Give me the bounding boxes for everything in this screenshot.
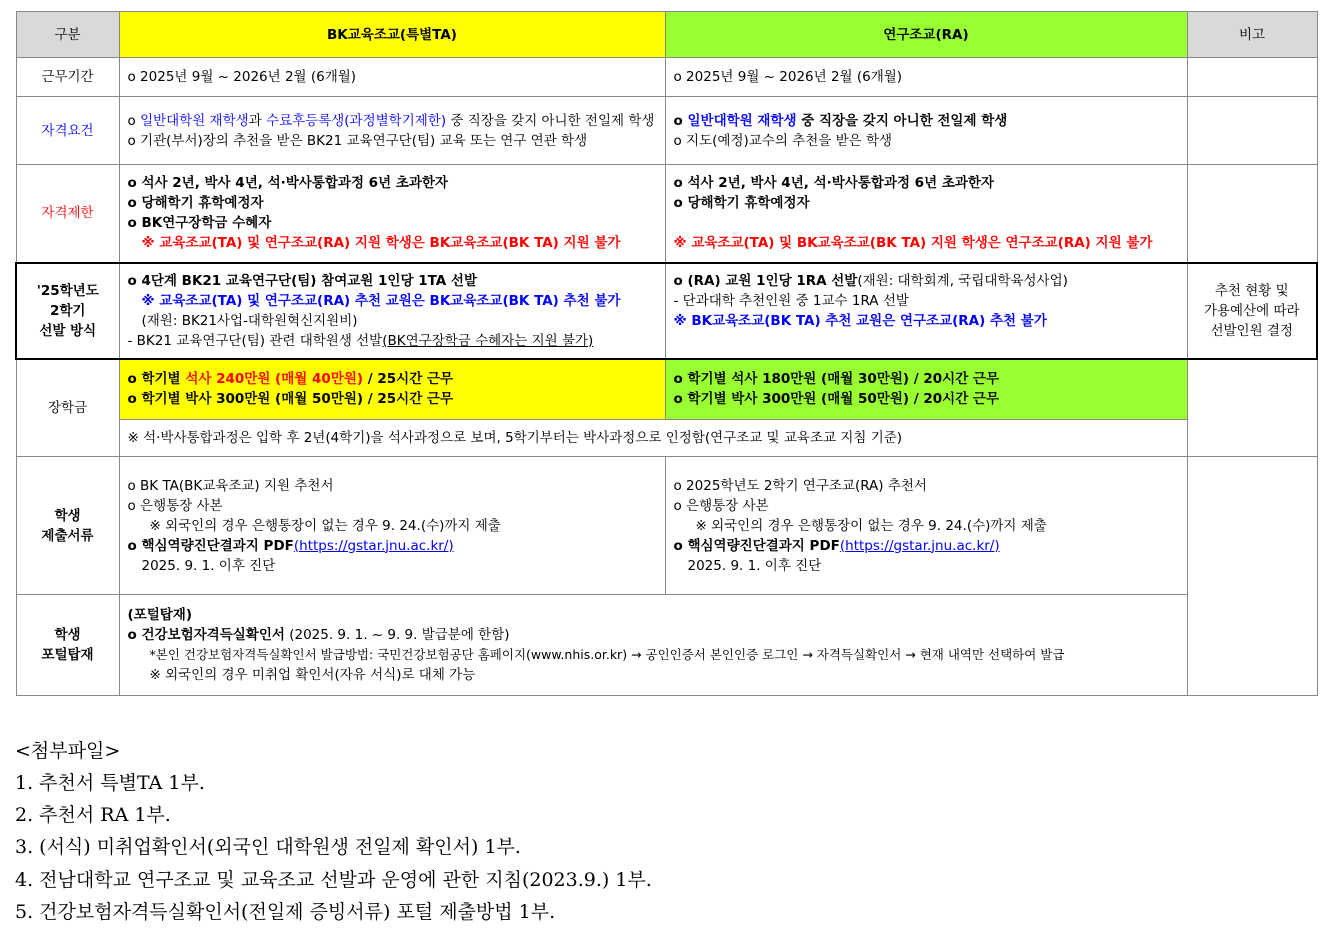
- ra-documents-line5: 2025. 9. 1. 이후 진단: [687, 557, 822, 574]
- note-empty: [1187, 457, 1317, 696]
- scholarship-common-note: ※ 석·박사통합과정은 입학 후 2년(4학기)을 석사과정으로 보며, 5학기부터는 박사과정으로 인정함(연구조교 및 교육조교 지침 기준): [119, 420, 1187, 457]
- note-empty: [1187, 58, 1317, 97]
- ra-qualification: [665, 97, 1187, 165]
- gstar-link[interactable]: (https://gstar.jnu.ac.kr/): [293, 537, 454, 554]
- qualification-label: 자격요건: [16, 97, 119, 165]
- bk-documents-line2: o 은행통장 사본: [127, 497, 223, 514]
- bk-selection-line2: ※ 교육조교(TA) 및 연구조교(RA) 추천 교원은 BK교육조교(BK TA) 추천 불가: [141, 292, 621, 309]
- portal-line1: (포털탑재): [127, 607, 193, 623]
- note-empty: [1187, 165, 1317, 263]
- attachment-item: 3. (서식) 미취업확인서(외국인 대학원생 전일제 확인서) 1부.: [15, 836, 521, 858]
- gstar-link[interactable]: (https://gstar.jnu.ac.kr/): [839, 537, 1000, 554]
- note-header: 비고: [1187, 12, 1317, 58]
- ra-documents-line4: o 핵심역량진단결과지 PDF(https://gstar.jnu.ac.kr/): [673, 537, 1000, 554]
- bk-restriction-line4: ※ 교육조교(TA) 및 연구조교(RA) 지원 학생은 BK교육조교(BK TA) 지원 불가: [141, 235, 621, 252]
- bk-work-period: o 2025년 9월 ~ 2026년 2월 (6개월): [119, 58, 665, 97]
- bk-selection-line1: o 4단계 BK21 교육연구단(팀) 참여교원 1인당 1TA 선발: [127, 272, 477, 289]
- ra-work-period: o 2025년 9월 ~ 2026년 2월 (6개월): [665, 58, 1187, 97]
- bk-documents-line5: 2025. 9. 1. 이후 진단: [141, 557, 276, 574]
- bk-documents-line3: ※ 외국인의 경우 은행통장이 없는 경우 9. 24.(수)까지 제출: [149, 517, 501, 534]
- bk-restriction-line1: o 석사 2년, 박사 4년, 석·박사통합과정 6년 초과한자: [127, 175, 448, 192]
- bk-restriction: [119, 165, 665, 263]
- attachment-item: 2. 추천서 RA 1부.: [15, 804, 171, 826]
- bk-selection-line3: (재원: BK21사업-대학원혁신지원비): [141, 312, 358, 329]
- portal-content: [119, 595, 1187, 696]
- ra-documents-line1: o 2025학년도 2학기 연구조교(RA) 추천서: [673, 477, 927, 494]
- ra-selection-line1: o (RA) 교원 1인당 1RA 선발(재원: 대학회계, 국립대학육성사업): [673, 272, 1068, 289]
- bk-restriction-line2: o 당해학기 휴학예정자: [127, 195, 264, 212]
- ra-restriction-line2: o 당해학기 휴학예정자: [673, 195, 810, 212]
- scholarship-label: 장학금: [16, 359, 119, 457]
- ra-selection-line3: ※ BK교육조교(BK TA) 추천 교원은 연구조교(RA) 추천 불가: [673, 312, 1047, 329]
- bk-scholarship-line2: o 학기별 박사 300만원 (매월 50만원) / 25시간 근무: [127, 391, 454, 408]
- restriction-label: 자격제한: [16, 165, 119, 263]
- bk-qualification-line1: o 일반대학원 재학생과 수료후등록생(과정별학기제한) 중 직장을 갖지 아니한 전일제 학생: [127, 112, 655, 129]
- ra-selection-line2: - 단과대학 추천인원 중 1교수 1RA 선발: [673, 292, 909, 309]
- ra-restriction: [665, 165, 1187, 263]
- portal-line2: o 건강보험자격득실확인서 (2025. 9. 1. ~ 9. 9. 발급분에 한함): [127, 627, 510, 643]
- category-header: 구분: [16, 12, 119, 58]
- ra-header: 연구조교(RA): [665, 12, 1187, 58]
- attachment-item: 5. 건강보험자격득실확인서(전일제 증빙서류) 포털 제출방법 1부.: [15, 901, 556, 923]
- bk-selection-line4: - BK21 교육연구단(팀) 관련 대학원생 선발(BK연구장학금 수혜자는 지원 불가): [127, 332, 594, 349]
- ra-qualification-line1: o 일반대학원 재학생 중 직장을 갖지 아니한 전일제 학생: [673, 112, 1008, 129]
- bk-qualification: [119, 97, 665, 165]
- ra-documents-line3: ※ 외국인의 경우 은행통장이 없는 경우 9. 24.(수)까지 제출: [695, 517, 1047, 534]
- selection-note: 추천 현황 및 가용예산에 따라 선발인원 결정: [1187, 263, 1317, 359]
- ra-scholarship: [665, 359, 1187, 420]
- portal-line4: ※ 외국인의 경우 미취업 확인서(자유 서식)로 대체 가능: [149, 667, 476, 683]
- bk-documents: [119, 457, 665, 595]
- portal-label: 학생 포털탑재: [16, 595, 119, 696]
- bk-documents-line1: o BK TA(BK교육조교) 지원 추천서: [127, 477, 334, 494]
- bk-scholarship: [119, 359, 665, 420]
- attachment-item: 1. 추천서 특별TA 1부.: [15, 772, 205, 794]
- attachments-title: <첨부파일>: [15, 740, 121, 762]
- documents-label: 학생 제출서류: [16, 457, 119, 595]
- ra-documents: [665, 457, 1187, 595]
- ra-qualification-line2: o 지도(예정)교수의 추천을 받은 학생: [673, 132, 893, 149]
- ra-scholarship-line1: o 학기별 석사 180만원 (매월 30만원) / 20시간 근무: [673, 371, 1000, 388]
- selection-label: '25학년도 2학기 선발 방식: [16, 263, 119, 359]
- note-empty: [1187, 359, 1317, 457]
- attachment-item: 4. 전남대학교 연구조교 및 교육조교 선발과 운영에 관한 지침(2023.9.) 1부.: [15, 869, 652, 891]
- bk-selection: [119, 263, 665, 359]
- bk-restriction-line3: o BK연구장학금 수혜자: [127, 215, 272, 232]
- portal-line3: *본인 건강보험자격득실확인서 발급방법: 국민건강보험공단 홈페이지(www.nhis.or.kr) → 공인인증서 본인인증 로그인 → 자격득실확인서 → 현재 내역만 선택하여 발급: [149, 647, 1065, 662]
- bk-ta-header: BK교육조교(특별TA): [119, 12, 665, 58]
- bk-scholarship-line1: o 학기별 석사 240만원 (매월 40만원) / 25시간 근무: [127, 371, 454, 388]
- ra-restriction-line3: ※ 교육조교(TA) 및 BK교육조교(BK TA) 지원 학생은 연구조교(RA) 지원 불가: [673, 235, 1153, 252]
- ra-selection: [665, 263, 1187, 359]
- recruitment-table: [15, 11, 1318, 696]
- ra-documents-line2: o 은행통장 사본: [673, 497, 769, 514]
- ra-scholarship-line2: o 학기별 박사 300만원 (매월 50만원) / 20시간 근무: [673, 391, 1000, 408]
- bk-documents-line4: o 핵심역량진단결과지 PDF(https://gstar.jnu.ac.kr/): [127, 537, 454, 554]
- note-empty: [1187, 97, 1317, 165]
- bk-qualification-line2: o 기관(부서)장의 추천을 받은 BK21 교육연구단(팀) 교육 또는 연구 연관 학생: [127, 132, 588, 149]
- work-period-label: 근무기간: [16, 58, 119, 97]
- ra-restriction-line1: o 석사 2년, 박사 4년, 석·박사통합과정 6년 초과한자: [673, 175, 994, 192]
